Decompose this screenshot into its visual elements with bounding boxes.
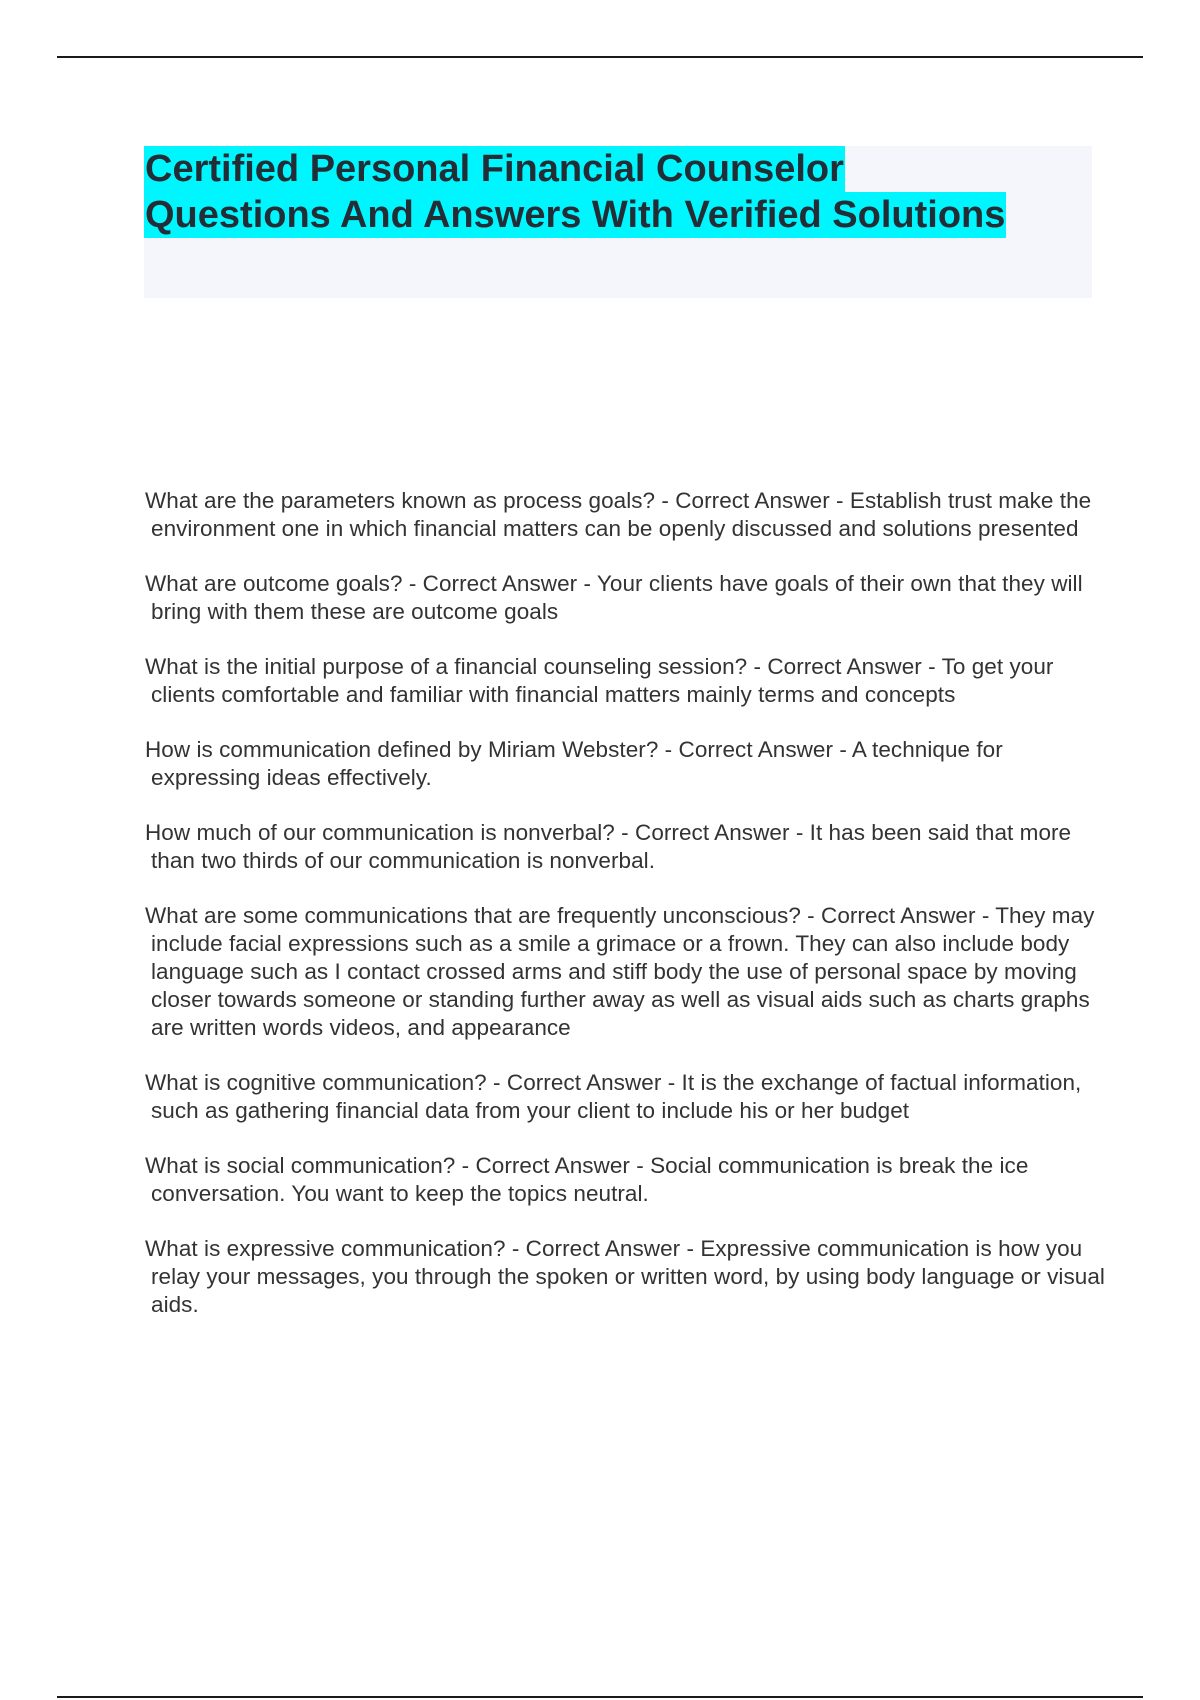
qa-item: What are outcome goals? - Correct Answer - Your clients have goals of their own that they will bring with them these are outcome goals xyxy=(145,570,1083,624)
document-title-line-1: Certified Personal Financial Counselor xyxy=(145,148,844,190)
qa-item: What is cognitive communication? - Correct Answer - It is the exchange of factual information, such as gathering financial data from your client to include his or her budget xyxy=(145,1069,1082,1123)
qa-item: What is expressive communication? - Correct Answer - Expressive communication is how you relay your messages, you through the spoken or written word, by using body language or visual aids. xyxy=(145,1235,1105,1317)
document-title-line-2: Questions And Answers With Verified Solutions xyxy=(145,194,1006,236)
qa-item: What is the initial purpose of a financial counseling session? - Correct Answer - To get your clients comfortable and familiar with financial matters mainly terms and concepts xyxy=(145,653,1054,707)
qa-item: How is communication defined by Miriam Webster? - Correct Answer - A technique for expressing ideas effectively. xyxy=(145,736,1003,790)
qa-item: What is social communication? - Correct Answer - Social communication is break the ice conversation. You want to keep the topics neutral. xyxy=(145,1152,1029,1206)
qa-item: How much of our communication is nonverbal? - Correct Answer - It has been said that more than two thirds of our communication is nonverbal. xyxy=(145,819,1072,873)
qa-item: What are some communications that are frequently unconscious? - Correct Answer - They may include facial expressions such as a smile a grimace or a frown. They can also include body language such as I contact crossed arms and stiff body the use of personal space by moving closer towards someone or standing further away as well as visual aids such as charts graphs are written words videos, and appearance xyxy=(145,902,1095,1040)
qa-list xyxy=(145,464,1105,1346)
title-block xyxy=(144,146,1092,298)
bottom-rule xyxy=(57,1696,1143,1698)
qa-item: What are the parameters known as process goals? - Correct Answer - Establish trust make the environment one in which financial matters can be openly discussed and solutions presented xyxy=(145,487,1092,541)
top-rule xyxy=(57,56,1143,58)
